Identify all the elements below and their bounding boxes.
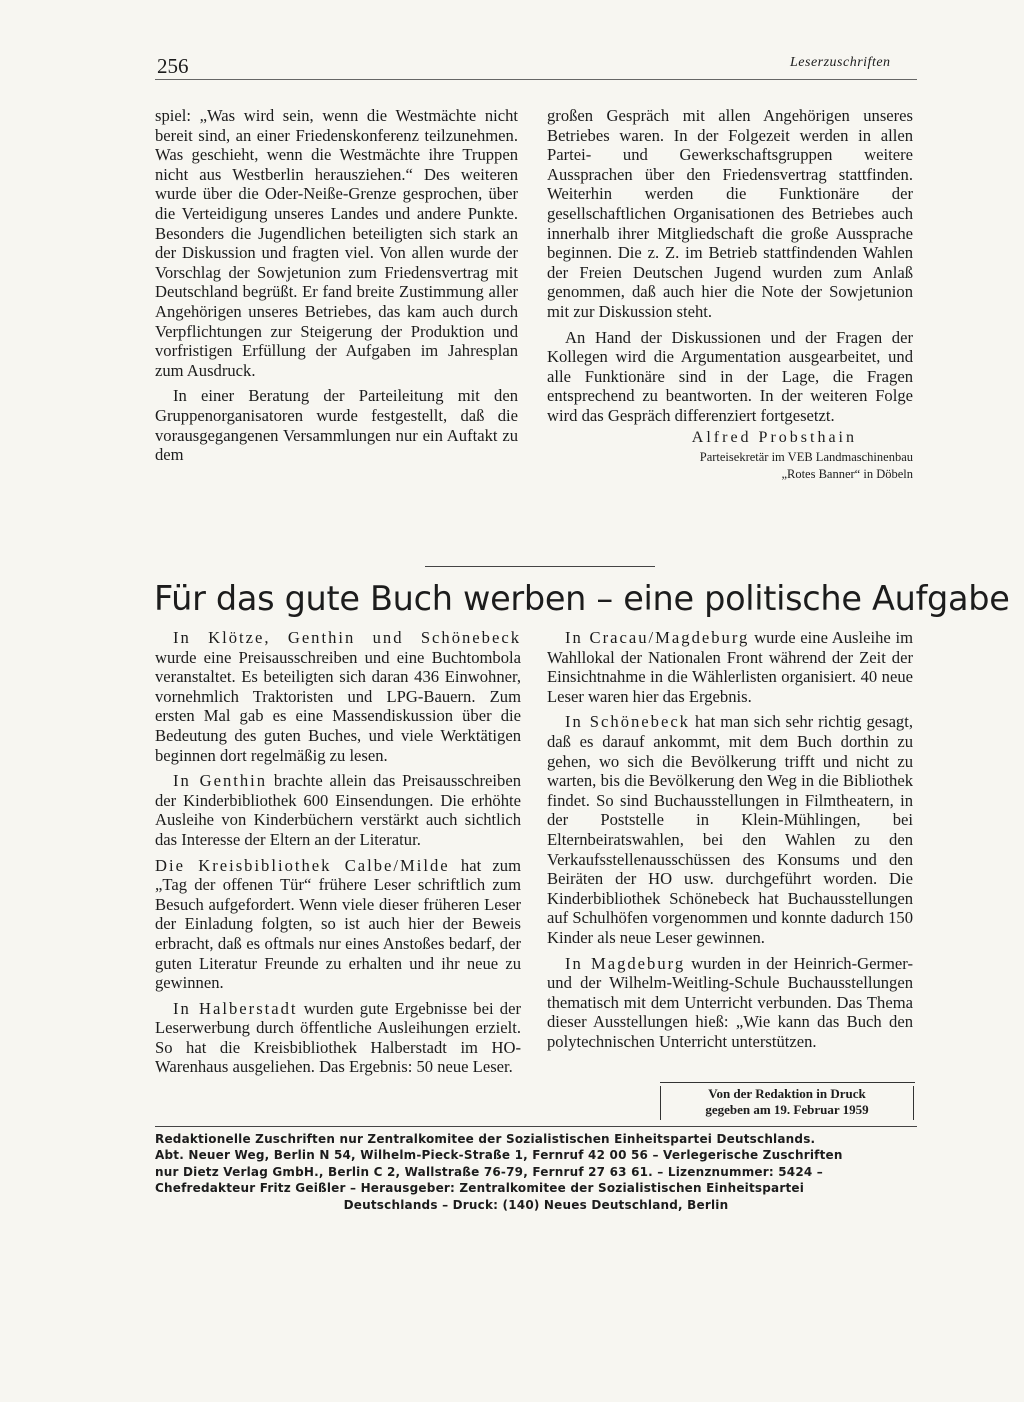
author-role-line: Parteisekretär im VEB Landmaschinenbau xyxy=(699,450,913,465)
imprint-divider xyxy=(155,1126,917,1127)
author-signature: Alfred Probsthain xyxy=(691,428,857,446)
letter-paragraph: großen Gespräch mit allen Angehörigen unseres Betriebes waren. In der Folgezeit werden in allen Partei- und Gewerkschaftsgruppen weitere Aussprachen über den Friedensvertrag stattfinden. Weiterhin werden die Funktionäre der gesellschaftlichen Organisationen des Betriebes auch innerhalb ihrer Mitgliedschaft die große Aussprache beginnen. Die z. Z. im Betrieb stattfindenden Wahlen der Freien Deutschen Jugend wurden zum Anlaß genommen, daß auch hier die Note der Sowjetunion mit zur Diskussion steht. xyxy=(547,106,913,321)
paragraph-text: hat zum „Tag der offenen Tür“ frühere Leser schriftlich zum Besuch aufgefordert. Wenn viele dieser früheren Leser der Einladung folgten, so ist auch hier der Beweis erbracht, daß es oftmals nur eines Anstoßes bedarf, der guten Literatur Freunde zu erhalten und ihr neue zu gewinnen. xyxy=(155,855,521,993)
article-paragraph xyxy=(155,856,521,993)
article-paragraph xyxy=(155,771,521,849)
place-name: Die Kreisbibliothek Calbe/Milde xyxy=(155,855,450,875)
article-paragraph xyxy=(155,628,521,765)
print-notice-line: Von der Redaktion in Druck xyxy=(708,1086,866,1101)
print-notice-top-rule xyxy=(660,1082,915,1083)
paragraph-text: wurde eine Preisausschreiben und eine Buchtombola veranstaltet. Es beteiligten sich daran 436 Einwohner, vornehmlich Traktoristen und LPG-Bauern. Zum ersten Mal gab es eine Massendiskussion über die Bedeutung des guten Buches, und viele Werktätigen beginnen dort regelmäßig zu lesen. xyxy=(155,647,521,765)
article-paragraph xyxy=(547,712,913,947)
paragraph-text: hat man sich sehr richtig gesagt, daß es darauf ankommt, mit dem Buch dorthin zu gehen, wo sich die Bevölkerung trifft und nicht zu warten, bis die Bevölkerung den Weg in die Bibliothek findet. So sind Buchausstellungen in Filmtheatern, in der Poststelle in Klein-Mühlingen, bei Elternbeiratswahlen, bei den Wahlen zu den Verkaufsstellenausschüssen des Konsums und den Beiräten der HO usw. durchgeführt worden. Die Kinderbibliothek Schönebeck hat Buchausstellungen auf Schulhöfen vorgenommen und konnte dadurch 150 Kinder als neue Leser gewinnen. xyxy=(547,712,913,947)
place-name: In Schönebeck xyxy=(565,712,690,732)
print-notice-box xyxy=(660,1086,914,1120)
article-paragraph xyxy=(155,999,521,1077)
article-paragraph xyxy=(547,628,913,706)
imprint-line: Redaktionelle Zuschriften nur Zentralkomitee der Sozialistischen Einheitspartei Deutschlands. xyxy=(155,1132,816,1146)
imprint-line: Chefredakteur Fritz Geißler – Herausgeber: Zentralkomitee der Sozialistischen Einheitspartei xyxy=(155,1181,805,1196)
running-head: Leserzuschriften xyxy=(790,55,891,70)
place-name: In Klötze, Genthin und Schönebeck xyxy=(173,628,521,647)
print-notice-line: gegeben am 19. Februar 1959 xyxy=(705,1102,869,1117)
imprint xyxy=(155,1131,917,1213)
article-paragraph xyxy=(547,954,913,1052)
place-name: In Magdeburg xyxy=(565,953,686,973)
letter-paragraph: In einer Beratung der Parteileitung mit den Gruppenorganisatoren wurde festgestellt, daß die vorausgegangenen Versammlungen nur ein Auftakt zu dem xyxy=(155,386,518,465)
section-divider xyxy=(425,566,655,567)
paragraph-text: wurden in der Heinrich-Germer- und der Wilhelm-Weitling-Schule Buchausstellungen thematisch mit dem Unterricht verbunden. Das Thema dieser Ausstellungen hieß: „Wie kann das Buch den polytechnischen Unterricht unterstützen. xyxy=(547,953,913,1051)
article-headline: Für das gute Buch werben – eine politische Aufgabe xyxy=(154,579,1010,618)
place-name: In Halberstadt xyxy=(173,998,298,1018)
letter-column-right xyxy=(547,106,913,483)
imprint-line: nur Dietz Verlag GmbH., Berlin C 2, Wallstraße 76-79, Fernruf 27 63 61. – Lizenznummer: 5424 – xyxy=(155,1164,824,1179)
author-role xyxy=(547,449,913,483)
paragraph-text: brachte allein das Preisausschreiben der Kinderbibliothek 600 Einsendungen. Die erhöhte Ausleihe von Kinderbüchern verstärkt auch sichtlich das Interesse der Eltern an der Literatur. xyxy=(155,771,521,849)
imprint-line: Abt. Neuer Weg, Berlin N 54, Wilhelm-Pieck-Straße 1, Fernruf 42 00 56 – Verlegerische Zuschriften xyxy=(155,1148,843,1163)
page-number: 256 xyxy=(157,54,189,78)
header-divider xyxy=(155,79,917,80)
place-name: In Genthin xyxy=(173,771,268,791)
letter-paragraph: An Hand der Diskussionen und der Fragen der Kollegen wird die Argumentation ausgearbeitet, und alle Funktionäre sind in der Lage, die Fragen entsprechend zu beantworten. In der weiteren Folge wird das Gespräch differenziert fortgesetzt. xyxy=(547,327,913,425)
author-role-line: „Rotes Banner“ in Döbeln xyxy=(781,467,913,482)
article-column-left xyxy=(155,628,521,1077)
paragraph-text: wurden gute Ergebnisse bei der Leserwerbung durch öffentliche Ausleihungen erzielt. So hat die Kreisbibliothek Halberstadt im HO-Warenhaus ausgeliehen. Das Ergebnis: 50 neue Leser. xyxy=(155,998,521,1077)
letter-column-left xyxy=(155,106,518,465)
imprint-line: Deutschlands – Druck: (140) Neues Deutschland, Berlin xyxy=(343,1197,729,1212)
paragraph-text: wurde eine Ausleihe im Wahllokal der Nationalen Front während der Zeit der Einsichtnahme in die Wählerlisten organisiert. 40 neue Leser waren hier das Ergebnis. xyxy=(547,628,913,706)
place-name: In Cracau/Magdeburg xyxy=(565,628,750,647)
letter-paragraph: spiel: „Was wird sein, wenn die Westmächte nicht bereit sind, an einer Friedenskonferenz teilzunehmen. Was geschieht, wenn die Westmächte ihre Truppen nicht aus Westberlin herausziehen.“ Des weiteren wurde über die Oder-Neiße-Grenze gesprochen, über die Verteidigung unseres Landes und andere Punkte. Besonders die Jugendlichen beteiligten sich stark an der Diskussion und fragten viel. Von allen wurde der Vorschlag der Sowjetunion zum Friedensvertrag mit Deutschland begrüßt. Er fand breite Zustimmung aller Angehörigen unseres Betriebes, das kam auch durch Verpflichtungen zur Steigerung der Produktion und vorfristigen Erfüllung der Aufgaben im Jahresplan zum Ausdruck. xyxy=(155,106,518,380)
article-column-right xyxy=(547,628,913,1051)
